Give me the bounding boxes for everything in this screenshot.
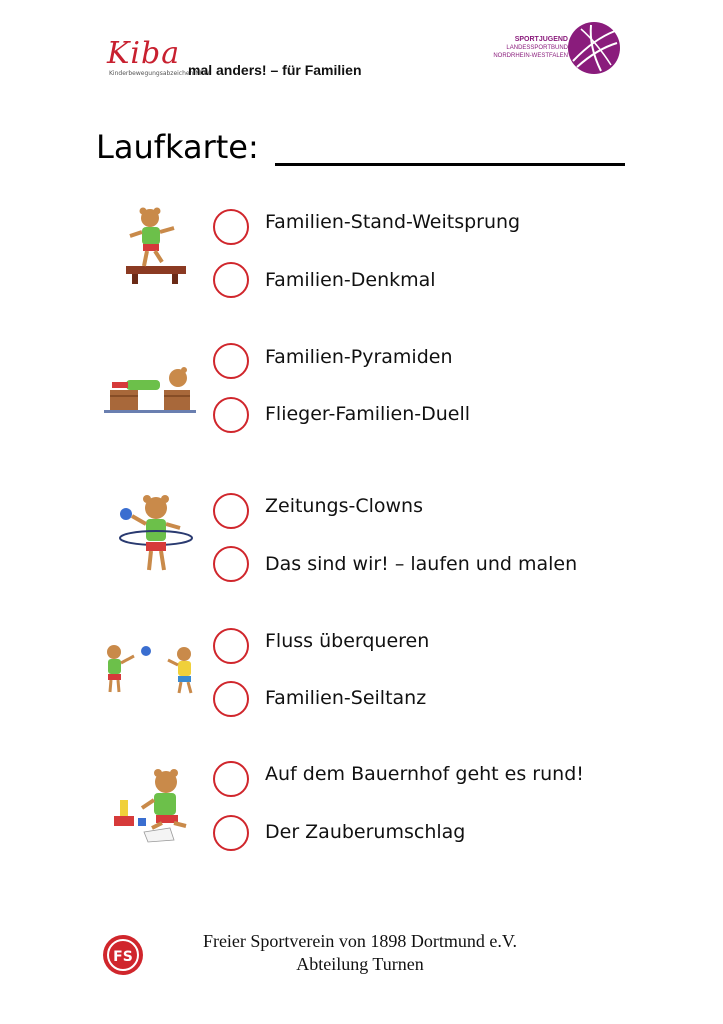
header-tagline: mal anders! – für Familien xyxy=(188,62,362,78)
bear-balance-beam-illustration xyxy=(124,206,188,290)
checkbox-circle-6[interactable] xyxy=(213,546,249,582)
checkbox-circle-10[interactable] xyxy=(213,815,249,851)
name-entry-line[interactable] xyxy=(275,163,625,166)
checkbox-circle-7[interactable] xyxy=(213,628,249,664)
sportjugend-line2: LANDESSPORTBUND xyxy=(506,45,568,51)
station-label-6: Das sind wir! – laufen und malen xyxy=(265,553,578,575)
station-label-1: Familien-Stand-Weitsprung xyxy=(265,211,521,233)
kiba-logo xyxy=(103,36,210,80)
fsv-club-logo-icon xyxy=(102,934,144,976)
checkbox-circle-9[interactable] xyxy=(213,761,249,797)
kiba-logo-subtitle: Kinderbewegungsabzeichen NRW xyxy=(109,70,210,77)
footer-line2: Abteilung Turnen xyxy=(296,954,424,974)
kiba-logo-text: Kiba xyxy=(107,36,181,71)
station-label-8: Familien-Seiltanz xyxy=(265,687,427,709)
sportjugend-ball-icon xyxy=(567,21,621,75)
station-label-9: Auf dem Bauernhof geht es rund! xyxy=(265,763,584,785)
station-label-3: Familien-Pyramiden xyxy=(265,346,453,368)
sportjugend-line1: SPORTJUGEND xyxy=(514,36,568,43)
footer-line1: Freier Sportverein von 1898 Dortmund e.V. xyxy=(202,931,518,951)
station-label-7: Fluss überqueren xyxy=(265,630,430,652)
bear-hula-hoop-illustration xyxy=(112,492,200,578)
page-title: Laufkarte: xyxy=(96,128,259,166)
checkbox-circle-3[interactable] xyxy=(213,343,249,379)
station-label-10: Der Zauberumschlag xyxy=(265,821,466,843)
bears-throwing-ball-illustration xyxy=(102,642,198,696)
checkbox-circle-1[interactable] xyxy=(213,209,249,245)
checkbox-circle-4[interactable] xyxy=(213,397,249,433)
bear-lying-on-boxes-illustration xyxy=(104,366,196,414)
bear-playing-blocks-illustration xyxy=(108,766,194,844)
station-label-2: Familien-Denkmal xyxy=(265,269,436,291)
sportjugend-line3: NORDRHEIN-WESTFALEN xyxy=(493,53,568,59)
station-label-4: Flieger-Familien-Duell xyxy=(265,403,471,425)
checkbox-circle-5[interactable] xyxy=(213,493,249,529)
sportjugend-logo-text xyxy=(486,36,568,60)
station-label-5: Zeitungs-Clowns xyxy=(265,495,423,517)
checkbox-circle-8[interactable] xyxy=(213,681,249,717)
fsv-logo-text: FS xyxy=(113,949,133,965)
footer-club-info xyxy=(150,930,570,976)
checkbox-circle-2[interactable] xyxy=(213,262,249,298)
